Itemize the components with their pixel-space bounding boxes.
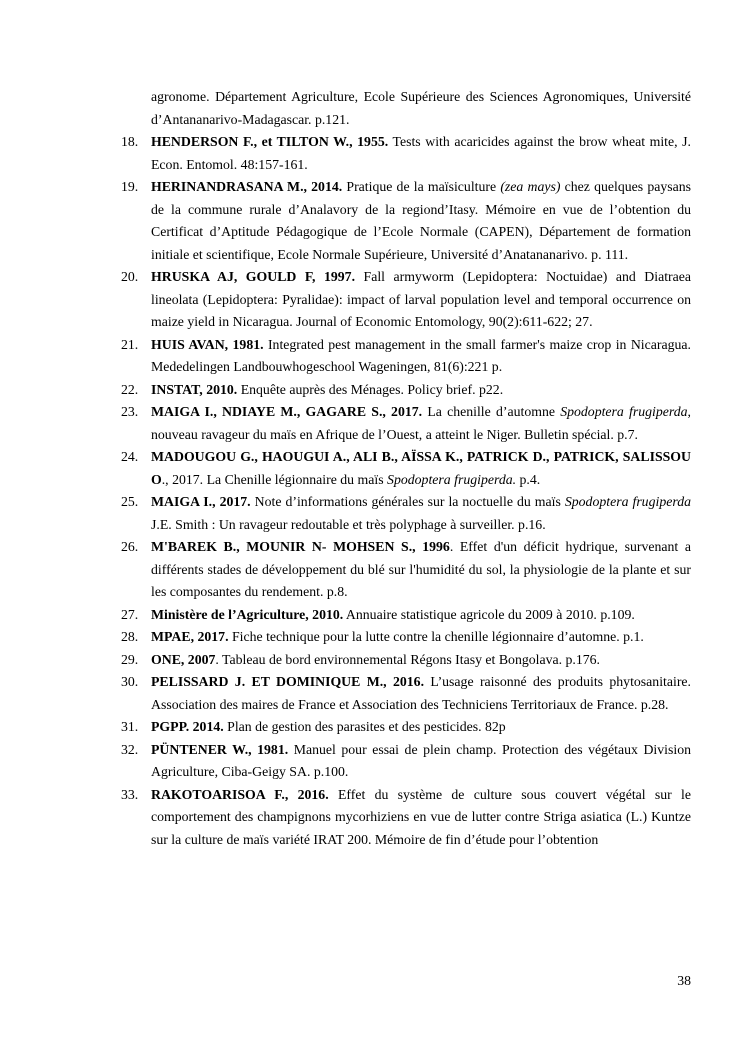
reference-author: HRUSKA AJ, GOULD F, 1997.: [151, 269, 356, 284]
reference-italic: (zea mays): [500, 179, 561, 194]
reference-number: 32.: [121, 741, 139, 757]
reference-item: [121, 446, 691, 491]
reference-text: La chenille d’automne: [422, 404, 561, 419]
reference-item: [121, 536, 691, 604]
reference-italic: Spodoptera frugiperda: [560, 404, 688, 419]
reference-text: . Effet d'un déficit hydrique, survenant a différents stades de développement du blé sur l'humidité du sol, la physiologie de la plante et sur les composantes du rendement. p.8.: [151, 539, 691, 599]
reference-item: [121, 716, 691, 739]
reference-number: 21.: [121, 336, 139, 352]
reference-text: ., 2017. La Chenille légionnaire du maïs: [161, 471, 388, 487]
reference-number: 28.: [121, 629, 139, 644]
reference-text: p.4.: [516, 471, 541, 487]
reference-author: MAIGA I., NDIAYE M., GAGARE S., 2017.: [151, 404, 423, 419]
reference-item: [121, 671, 691, 716]
reference-number: 29.: [121, 651, 139, 667]
reference-author: MAIGA I., 2017.: [151, 494, 251, 509]
reference-author: HENDERSON F., et TILTON W., 1955.: [151, 134, 389, 149]
reference-text: Pratique de la maïsiculture: [342, 179, 501, 194]
reference-number: 33.: [121, 786, 139, 802]
reference-author: Ministère de l’Agriculture, 2010.: [151, 606, 344, 622]
reference-item: [121, 131, 691, 176]
reference-text: chez quelques paysans de la commune rurale d’Analavory de la regiond’Itasy. Mémoire en vue de l’obtention du Certificat d’Aptitude Pédagogique de l’Ecole Normale (CAPEN), Département de formation initiale et scientifique, Ecole Normale Supérieure, Université d’Anatananarivo. p. 111.: [151, 179, 691, 262]
reference-author: PÜNTENER W., 1981.: [151, 741, 289, 757]
reference-item: [121, 176, 691, 266]
reference-text: Note d’informations générales sur la noctuelle du maïs: [250, 494, 565, 509]
reference-text: Tests with acaricides against the brow wheat mite, J. Econ. Entomol. 48:157-161.: [151, 134, 691, 172]
reference-text: Fall armyworm (Lepidoptera: Noctuidae) and Diatraea lineolata (Lepidoptera: Pyralidae): impact of larval population level and temporal occurrence on maize yield in Nicaragua. Journal of Economic Entomology, 90(2):611-622; 27.: [151, 269, 691, 329]
reference-author: PELISSARD J. ET DOMINIQUE M., 2016.: [151, 674, 425, 689]
reference-list: [121, 86, 691, 851]
reference-item: [121, 626, 691, 649]
reference-text: Fiche technique pour la lutte contre la chenille légionnaire d’automne. p.1.: [228, 629, 644, 644]
page-number: 38: [677, 973, 691, 988]
reference-number: 23.: [121, 404, 139, 419]
reference-text: Effet du système de culture sous couvert végétal sur le comportement des champignons mycorhiziens en vue de lutter contre Striga asiatica (L.) Kuntze sur la culture de maïs variété IRAT 200. Mémoire de fin d’étude pour l’obtention: [151, 786, 692, 847]
reference-item: [121, 379, 691, 402]
reference-text: Annuaire statistique agricole du 2009 à 2010. p.109.: [343, 606, 635, 622]
reference-text: L’usage raisonné des produits phytosanitaire. Association des maires de France et Association des Techniciens Territoriaux de France. p.28.: [151, 674, 691, 712]
reference-text: Manuel pour essai de plein champ. Protection des végétaux Division Agriculture, Ciba-Geigy SA. p.100.: [151, 741, 691, 779]
reference-author: HERINANDRASANA M., 2014.: [151, 179, 343, 194]
reference-author: RAKOTOARISOA F., 2016.: [151, 786, 329, 802]
reference-number: 30.: [121, 674, 139, 689]
reference-item: [121, 649, 691, 672]
reference-number: 18.: [121, 134, 139, 149]
reference-number: 24.: [121, 449, 139, 464]
reference-italic: Spodoptera frugiperda.: [387, 471, 517, 487]
reference-italic: Spodoptera frugiperda: [564, 494, 691, 509]
reference-continuation: agronome. Département Agriculture, Ecole Supérieure des Sciences Agronomiques, Université d’Antananarivo-Madagascar. p.121.: [151, 89, 691, 127]
reference-author: HUIS AVAN, 1981.: [151, 336, 264, 352]
reference-number: 19.: [121, 179, 139, 194]
reference-author: M'BAREK B., MOUNIR N- MOHSEN S., 1996: [151, 539, 450, 554]
reference-item: [121, 604, 691, 627]
reference-number: 22.: [121, 381, 139, 397]
reference-number: 27.: [121, 606, 139, 622]
reference-number: 26.: [121, 539, 139, 554]
reference-author: INSTAT, 2010.: [151, 381, 238, 397]
reference-item: [121, 739, 691, 784]
reference-item: [121, 491, 691, 536]
reference-text: J.E. Smith : Un ravageur redoutable et très polyphage à surveiller. p.16.: [151, 516, 546, 532]
reference-item: [121, 401, 691, 446]
reference-author: MADOUGOU G., HAOUGUI A., ALI B., AÏSSA K., PATRICK D., PATRICK, SALISSOU O: [151, 449, 691, 487]
reference-number: 25.: [121, 494, 139, 509]
reference-author: PGPP. 2014.: [151, 719, 224, 734]
reference-number: 20.: [121, 269, 139, 284]
reference-author: ONE, 2007: [151, 651, 216, 667]
reference-author: MPAE, 2017.: [151, 629, 229, 644]
reference-number: 31.: [121, 719, 139, 734]
reference-text: , nouveau ravageur du maïs en Afrique de l’Ouest, a atteint le Niger. Bulletin spécial. p.7.: [151, 404, 691, 442]
reference-item: [121, 334, 691, 379]
reference-item: [121, 784, 691, 852]
reference-item: [121, 266, 691, 334]
reference-text: Plan de gestion des parasites et des pesticides. 82p: [223, 719, 506, 734]
reference-text: . Tableau de bord environnemental Régons Itasy et Bongolava. p.176.: [215, 651, 601, 667]
reference-text: Enquête auprès des Ménages. Policy brief. p22.: [237, 381, 504, 397]
reference-text: Integrated pest management in the small farmer's maize crop in Nicaragua. Mededelingen Landbouwhogeschool Wageningen, 81(6):221 p.: [151, 336, 691, 374]
